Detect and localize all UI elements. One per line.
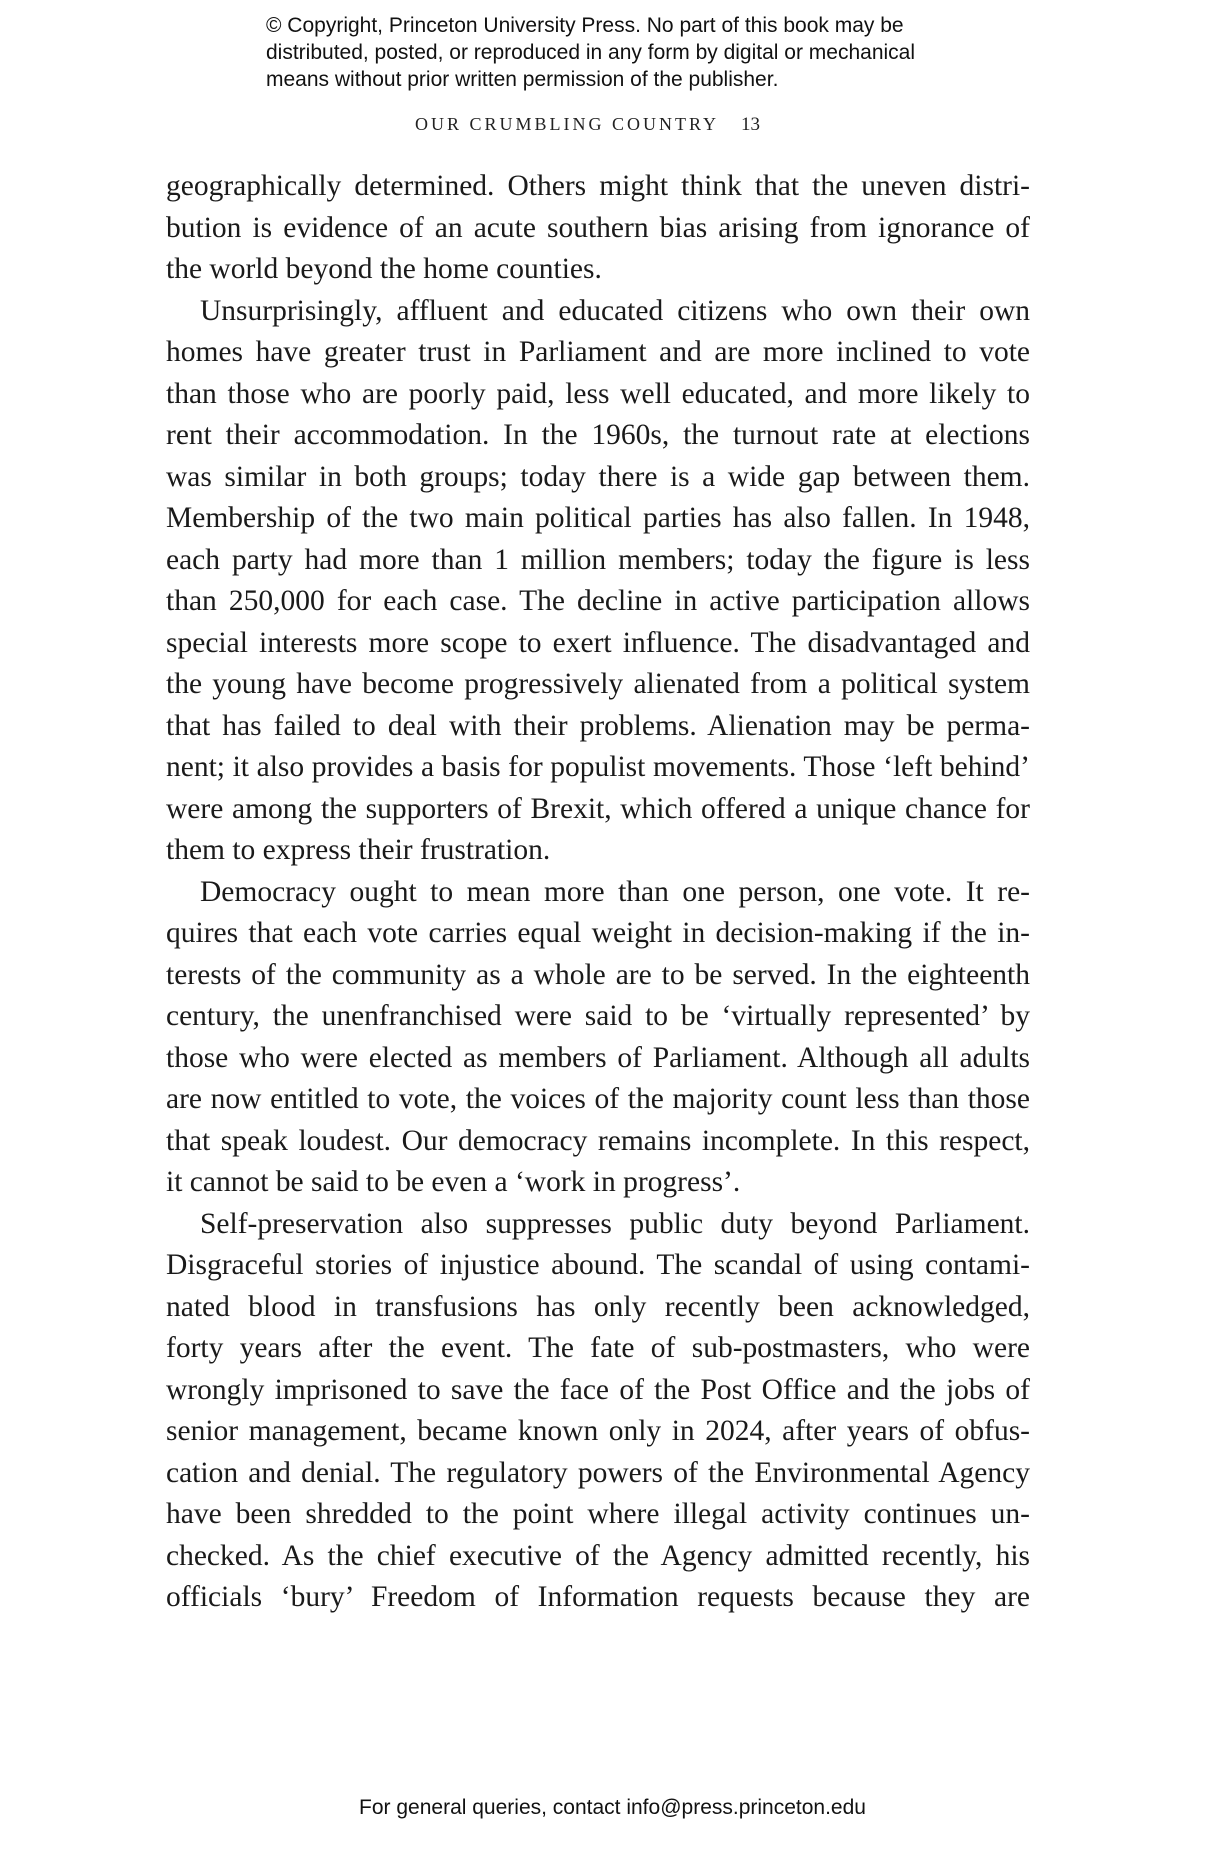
page-number: 13 <box>741 114 761 135</box>
text-line: each party had more than 1 million members; today the figure is less <box>166 543 1030 576</box>
footer-contact: For general queries, contact info@press.princeton.edu <box>359 1796 866 1819</box>
text-line: senior management, became known only in 2024, after years of obfus- <box>166 1415 1030 1447</box>
text-line: Democracy ought to mean more than one person, one vote. It re- <box>200 875 1030 908</box>
text-line: was similar in both groups; today there is a wide gap between them. <box>166 460 1030 493</box>
text-line: cation and denial. The regulatory powers of the Environmental Agency <box>166 1456 1030 1489</box>
text-line: than those who are poorly paid, less well educated, and more likely to <box>166 377 1030 410</box>
text-line: the world beyond the home counties. <box>166 253 602 285</box>
text-line: rent their accommodation. In the 1960s, the turnout rate at elections <box>166 419 1030 451</box>
text-line: special interests more scope to exert influence. The disadvantaged and <box>166 626 1030 659</box>
text-line: checked. As the chief executive of the Agency admitted recently, his <box>166 1539 1030 1572</box>
text-line: it cannot be said to be even a ‘work in progress’. <box>166 1166 741 1198</box>
text-line: terests of the community as a whole are to be served. In the eighteenth <box>166 958 1030 991</box>
text-line: Disgraceful stories of injustice abound. The scandal of using contami- <box>166 1249 1030 1281</box>
text-line: Membership of the two main political parties has also fallen. In 1948, <box>166 502 1030 534</box>
text-line: were among the supporters of Brexit, which offered a unique chance for <box>166 792 1030 825</box>
text-line: quires that each vote carries equal weight in decision-making if the in- <box>166 917 1030 949</box>
text-line: that has failed to deal with their problems. Alienation may be perma- <box>166 709 1030 742</box>
text-line: bution is evidence of an acute southern bias arising from ignorance of <box>166 211 1030 244</box>
copyright-line: means without prior written permission of the publisher. <box>266 68 779 91</box>
text-line: nated blood in transfusions has only recently been acknowledged, <box>166 1290 1030 1323</box>
copyright-notice <box>266 12 1026 93</box>
text-line: Unsurprisingly, affluent and educated citizens who own their own <box>200 294 1030 327</box>
text-line: are now entitled to vote, the voices of the majority count less than those <box>166 1083 1030 1115</box>
running-head <box>415 114 760 136</box>
text-line: than 250,000 for each case. The decline in active participation allows <box>166 585 1030 617</box>
text-line: those who were elected as members of Parliament. Although all adults <box>166 1041 1030 1074</box>
text-line: that speak loudest. Our democracy remains incomplete. In this respect, <box>166 1124 1030 1157</box>
text-line: homes have greater trust in Parliament and are more inclined to vote <box>166 336 1030 368</box>
text-line: them to express their frustration. <box>166 834 551 866</box>
text-line: forty years after the event. The fate of sub-postmasters, who were <box>166 1332 1030 1364</box>
text-line: wrongly imprisoned to save the face of the Post Office and the jobs of <box>166 1373 1030 1406</box>
text-line: nent; it also provides a basis for populist movements. Those ‘left behind’ <box>166 751 1030 783</box>
text-line: the young have become progressively alienated from a political system <box>166 668 1030 700</box>
text-line: officials ‘bury’ Freedom of Information requests because they are <box>166 1581 1030 1613</box>
text-line: Self-preservation also suppresses public duty beyond Parliament. <box>200 1207 1030 1240</box>
text-line: geographically determined. Others might think that the uneven distri- <box>166 170 1030 202</box>
text-line: century, the unenfranchised were said to be ‘virtually represented’ by <box>166 1000 1030 1032</box>
body-text <box>166 166 1030 1619</box>
text-line: have been shredded to the point where illegal activity continues un- <box>166 1498 1030 1530</box>
copyright-line: © Copyright, Princeton University Press. No part of this book may be <box>266 14 904 37</box>
copyright-line: distributed, posted, or reproduced in any form by digital or mechanical <box>266 41 916 64</box>
running-head-title: OUR CRUMBLING COUNTRY <box>415 114 720 134</box>
